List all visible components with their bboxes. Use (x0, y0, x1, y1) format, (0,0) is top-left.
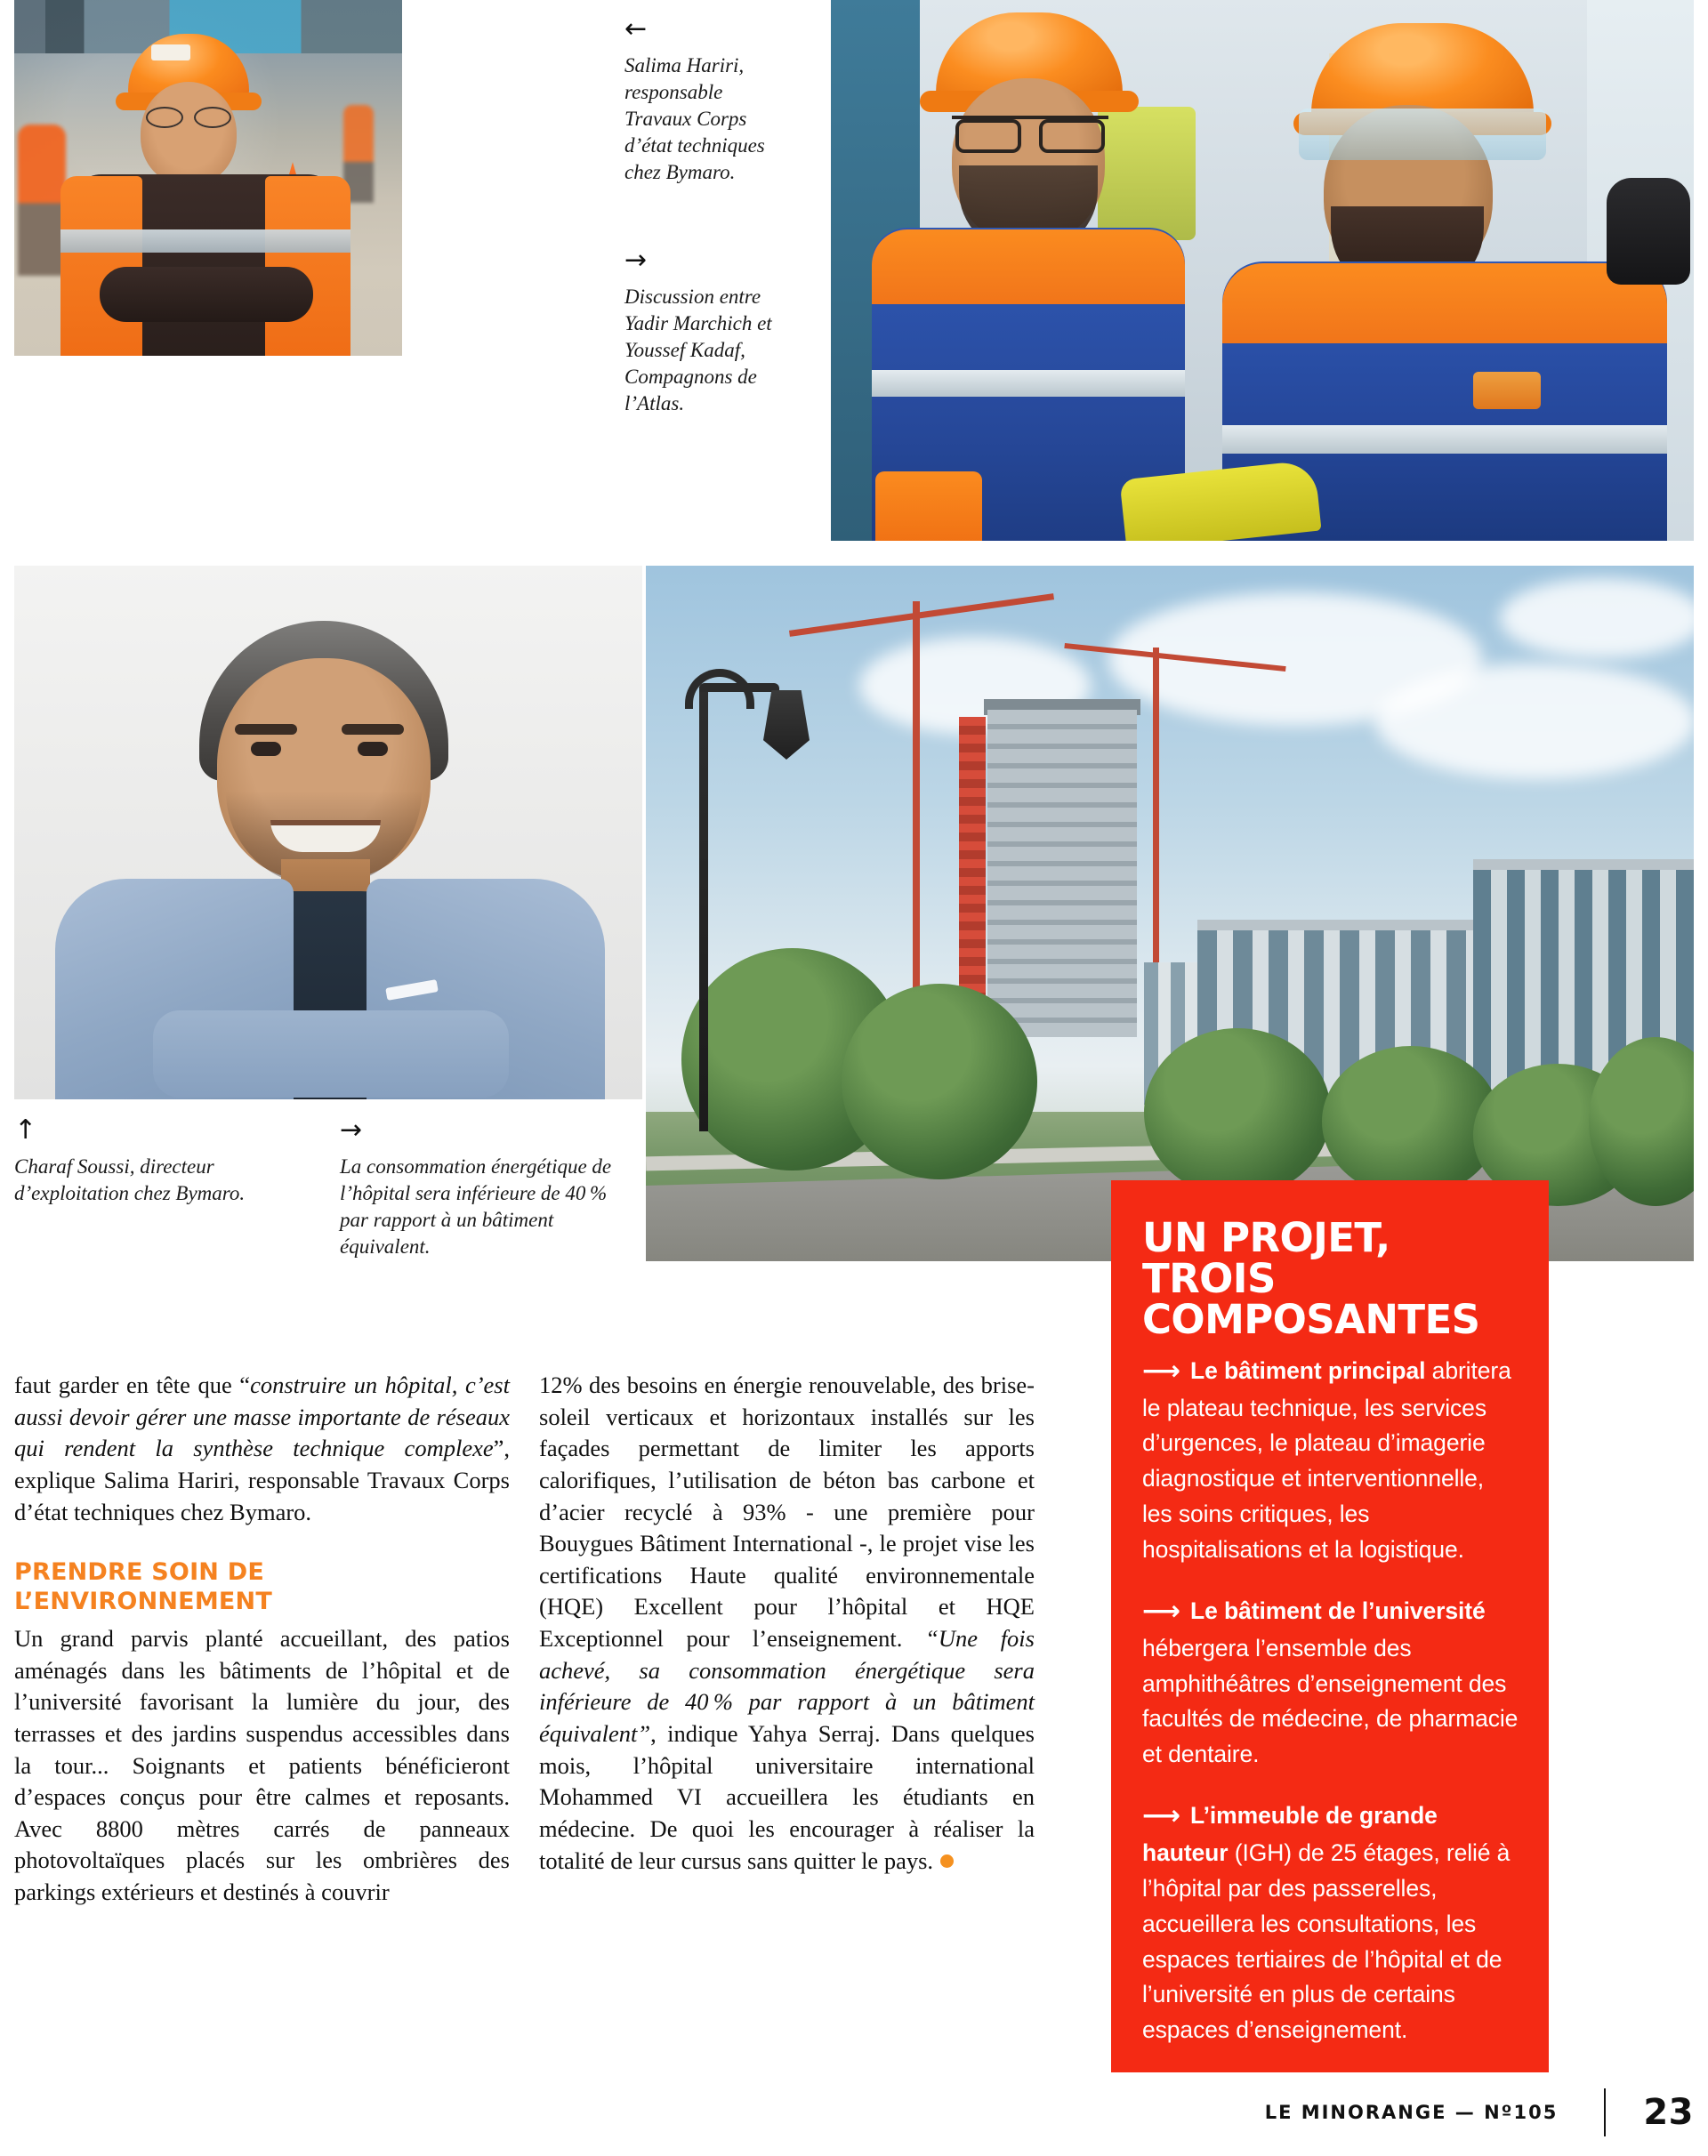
cloud (1375, 664, 1694, 779)
article-column-1 (14, 1370, 510, 1909)
paragraph-certifications (539, 1370, 1035, 1877)
caption-text: Salima Hariri, responsable Travaux Corps d’état techniques chez Bymaro. (624, 54, 765, 183)
photo-compagnons-de-latlas (831, 0, 1694, 541)
paragraph-attribution: ”, explique Salima Hariri, responsable Travaux Corps d’état techniques chez Bymaro. (14, 1435, 510, 1525)
helmet-sticker (151, 44, 190, 60)
street-lamp-head (763, 690, 810, 760)
tower-crane-mast (913, 601, 920, 1046)
section-kicker: PRENDRE SOIN DE L’ENVIRONNEMENT (14, 1558, 272, 1615)
high-rise-tower (987, 710, 1137, 1037)
reflective-band (60, 229, 350, 253)
street-lamp-arm (699, 683, 779, 692)
sidebar-item-lead: Le bâtiment principal (1190, 1356, 1426, 1384)
arrow-right-icon: → (624, 245, 648, 276)
tree (1322, 1046, 1500, 1197)
reflective-stripe (1222, 425, 1667, 454)
smile (270, 820, 381, 852)
eyeglasses (144, 107, 233, 125)
hi-vis-vest-left (60, 176, 142, 356)
sidebar-item-body: hébergera l’ensemble des amphithéâtres d’enseignement des facultés de médecine, de pharmacie et dentaire. (1142, 1634, 1519, 1768)
sidebar-item-immeuble-grande-hauteur (1142, 1796, 1519, 2048)
hi-vis-vest-right (265, 176, 350, 356)
caption-salima-hariri (624, 13, 794, 185)
end-of-article-dot (940, 1854, 954, 1868)
sidebar-item-lead: Le bâtiment de l’université (1190, 1597, 1486, 1624)
paragraph-intro (14, 1370, 510, 1528)
eyebrow-left (235, 724, 297, 735)
sidebar-item-batiment-universite (1142, 1591, 1519, 1773)
paragraph-attribution: , indique Yahya Serraj. Dans quelques mois, l’hôpital universitaire international Mohammed VI accueillera les étudiants en médecine. De quoi les encourager à réaliser la totalité de leur cursus sans quitter le pays. (539, 1720, 1035, 1874)
sidebar-item-lead: L’immeuble de grande hauteur (1142, 1802, 1438, 1867)
eye-left (251, 742, 281, 756)
photo-charaf-soussi (14, 566, 642, 1099)
tree (1144, 1028, 1331, 1197)
safety-visor (1299, 109, 1546, 160)
worker-yadir-marchich (866, 9, 1187, 541)
street-lamp-post (699, 687, 708, 1131)
sidebar-title: UN PROJET, TROIS COMPOSANTES (1142, 1214, 1480, 1343)
caption-text: La consommation énergétique de l’hôpital sera inférieure de 40 % par rapport à un bâtiment équivalent. (340, 1155, 612, 1258)
arrow-right-icon: → (340, 1114, 363, 1146)
sidebar-item-body: (IGH) de 25 étages, relié à l’hôpital par des passerelles, accueillera les consultations, les espaces tertiaires de l’hôpital et de l’université en plus de certains espaces d’enseignement. (1142, 1839, 1511, 2044)
pull-quote: “Une fois achevé, sa consommation énergétique sera inférieure de 40 % par rapport à un bâtiment équivalent” (539, 1625, 1035, 1748)
photo-salima-hariri (14, 0, 402, 356)
jacket-badge (1473, 372, 1541, 409)
folded-arms (100, 267, 313, 322)
face (141, 82, 237, 185)
sidebar-item-batiment-principal (1142, 1351, 1519, 1568)
article-column-2 (539, 1370, 1035, 1877)
work-glove (1607, 178, 1690, 285)
page-number: 23 (1643, 2092, 1694, 2133)
tree (842, 984, 1037, 1179)
sidebar-un-projet-trois-composantes (1111, 1180, 1549, 2072)
tower-crane-jib (789, 593, 1054, 637)
jacket-cuff (875, 471, 982, 541)
paragraph-lead-in: faut garder en tête que “ (14, 1372, 251, 1398)
paragraph-text: 12% des besoins en énergie renouvelable, des brise-soleil verticaux et horizontaux installés sur les façades permettant de limiter les apports calorifiques, l’utilisation de béton bas carbone et d’acier recyclé à 93% - une première pour Bouygues Bâtiment International -, le projet vise les certifications Haute qualité environnementale (HQE) Excellent pour l’hôpital et HQE Exceptionnel pour l’enseignement. (539, 1372, 1035, 1653)
photo-hospital-construction-site (646, 566, 1694, 1261)
paragraph-environment: Un grand parvis planté accueillant, des patios aménagés dans les bâtiments de l’hôpital et de l’université favorisant la lumière du jour, des terrasses et des jardins suspendus accessibles dans la tour... Soignants et patients bénéficieront d’espaces conçus pour être calmes et reposants. Avec 8800 mètres carrés de panneaux photovoltaïques placés sur les ombrières des parkings extérieurs et destinés à couvrir (14, 1624, 510, 1906)
caption-text: Charaf Soussi, directeur d’exploitation chez Bymaro. (14, 1155, 246, 1204)
caption-text: Discussion entre Yadir Marchich et Youssef Kadaf, Compagnons de l’Atlas. (624, 286, 772, 414)
arrow-right-icon: ⟶ (1142, 1595, 1180, 1627)
publication-name: LE MINORANGE — Nº105 (1264, 2102, 1559, 2123)
jacket-shoulder-panel (1222, 263, 1667, 343)
eyeglasses (952, 116, 1108, 146)
footer-divider (1604, 2088, 1606, 2136)
caption-charaf-soussi (14, 1114, 281, 1207)
folded-arms (153, 1010, 509, 1098)
arrow-right-icon: ⟶ (1142, 1800, 1180, 1832)
reflective-stripe (872, 370, 1185, 397)
arrow-left-icon: ← (624, 13, 648, 44)
sidebar-item-body: abritera le plateau technique, les services d’urgences, le plateau d’imagerie diagnostique et interventionnelle, les soins critiques, les hospitalisations et la logistique. (1142, 1356, 1511, 1563)
caption-compagnons (624, 247, 794, 416)
jacket-shoulder-panel (872, 229, 1185, 304)
arrow-right-icon: ⟶ (1142, 1355, 1180, 1387)
eye-right (358, 742, 388, 756)
cloud (1500, 578, 1694, 658)
page-footer (0, 2088, 1708, 2142)
pull-quote: construire un hôpital, c’est aussi devoir gérer une masse importante de réseaux qui rendent la synthèse technique complexe (14, 1372, 510, 1462)
background-worker (18, 125, 66, 276)
eyebrow-right (342, 724, 404, 735)
caption-construction-site (340, 1114, 624, 1260)
arrow-up-icon: ↑ (14, 1114, 37, 1146)
